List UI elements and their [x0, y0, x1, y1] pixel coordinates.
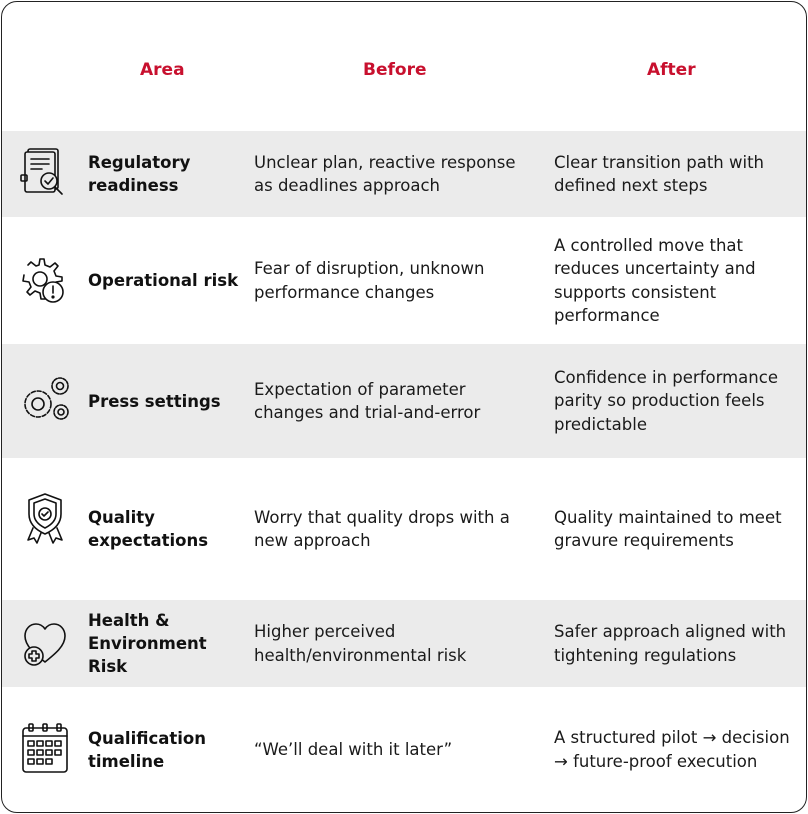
after-cell: A structured pilot → decision → future-proof execution	[554, 728, 790, 771]
document-checklist-icon	[16, 145, 74, 203]
header-after: After	[647, 60, 696, 80]
table-header	[2, 2, 806, 131]
after-cell: Clear transition path with defined next steps	[554, 152, 765, 195]
table-row	[2, 458, 806, 600]
area-label: Regulatory readiness	[88, 153, 191, 195]
header-area: Area	[140, 60, 185, 80]
gear-warning-icon	[16, 253, 74, 311]
header-before: Before	[363, 60, 427, 80]
before-cell: Higher perceived health/environmental risk	[254, 622, 467, 665]
area-label: Operational risk	[88, 271, 239, 290]
table-row	[2, 131, 806, 217]
area-label: Quality expectations	[88, 508, 209, 550]
before-cell: Worry that quality drops with a new approach	[254, 507, 510, 550]
calendar-icon	[16, 720, 74, 778]
gears-icon	[16, 372, 74, 430]
after-cell: Quality maintained to meet gravure requirements	[554, 507, 782, 550]
heart-plus-icon	[16, 614, 74, 672]
comparison-table	[1, 1, 807, 813]
area-label: Qualification timeline	[88, 728, 206, 771]
table-row	[2, 344, 806, 458]
after-cell: A controlled move that reduces uncertainty and supports consistent performance	[554, 235, 756, 325]
quality-badge-icon	[16, 490, 74, 548]
table-row	[2, 217, 806, 344]
before-cell: Fear of disruption, unknown performance changes	[254, 259, 485, 302]
area-label: Health & Environment Risk	[88, 611, 207, 676]
before-cell: Expectation of parameter changes and trial-and-error	[254, 379, 481, 422]
before-cell: “We’ll deal with it later”	[254, 739, 453, 759]
before-cell: Unclear plan, reactive response as deadlines approach	[254, 152, 516, 195]
table-row	[2, 600, 806, 687]
table-row	[2, 687, 806, 812]
area-label: Press settings	[88, 391, 221, 411]
after-cell: Confidence in performance parity so production feels predictable	[554, 367, 778, 434]
after-cell: Safer approach aligned with tightening regulations	[554, 622, 787, 665]
